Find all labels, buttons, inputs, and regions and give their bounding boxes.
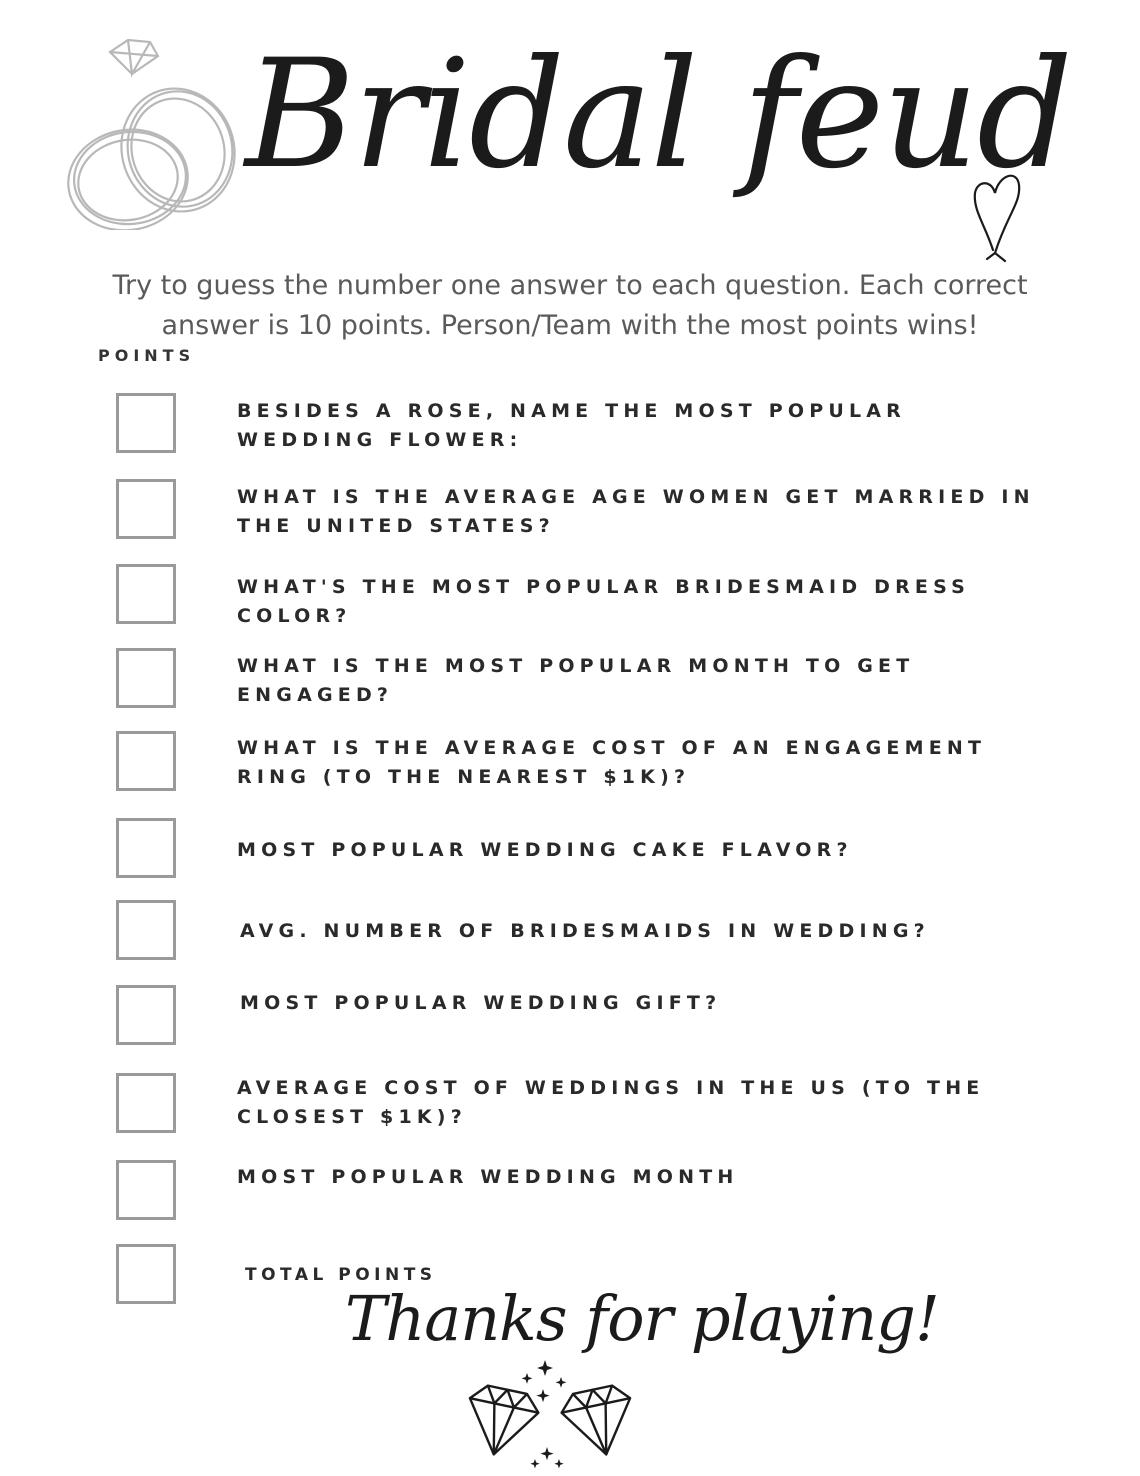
points-box[interactable] — [116, 393, 176, 453]
instructions-text: Try to guess the number one answer to each question. Each correct answer is 10 points. Person/Team with the most points wins! — [112, 270, 1028, 341]
question-text: WHAT'S THE MOST POPULAR BRIDESMAID DRESS COLOR? — [237, 576, 971, 627]
question-text: WHAT IS THE AVERAGE COST OF AN ENGAGEMENT RING (TO THE NEAREST $1K)? — [237, 737, 987, 788]
points-box[interactable] — [116, 985, 176, 1045]
question-text: AVERAGE COST OF WEDDINGS IN THE US (TO THE CLOSEST $1K)? — [237, 1077, 985, 1128]
page-title: Bridal feud — [245, 28, 1071, 202]
points-box[interactable] — [116, 818, 176, 878]
question-text: AVG. NUMBER OF BRIDESMAIDS IN WEDDING? — [240, 920, 930, 942]
points-box[interactable] — [116, 731, 176, 791]
question-text: MOST POPULAR WEDDING GIFT? — [240, 992, 722, 1014]
total-points-box[interactable] — [116, 1244, 176, 1304]
points-box[interactable] — [116, 564, 176, 624]
points-box[interactable] — [116, 1160, 176, 1220]
sparkle-icon — [522, 1360, 567, 1468]
heart-doodle-icon — [965, 155, 1035, 265]
question-text: WHAT IS THE MOST POPULAR MONTH TO GET ENGAGED? — [237, 655, 915, 706]
question-text: BESIDES A ROSE, NAME THE MOST POPULAR WEDDING FLOWER: — [237, 400, 907, 451]
points-column-header: POINTS — [98, 346, 196, 365]
points-box[interactable] — [116, 900, 176, 960]
points-box[interactable] — [116, 479, 176, 539]
points-box[interactable] — [116, 1073, 176, 1133]
total-points-label: TOTAL POINTS — [245, 1265, 437, 1285]
wedding-rings-icon — [50, 30, 250, 230]
question-text: MOST POPULAR WEDDING CAKE FLAVOR? — [237, 839, 853, 861]
question-text: WHAT IS THE AVERAGE AGE WOMEN GET MARRIED IN THE UNITED STATES? — [237, 486, 1035, 537]
diamond-icon — [455, 1355, 645, 1470]
thanks-message: Thanks for playing! — [345, 1282, 939, 1355]
points-box[interactable] — [116, 648, 176, 708]
question-text: MOST POPULAR WEDDING MONTH — [237, 1166, 739, 1188]
